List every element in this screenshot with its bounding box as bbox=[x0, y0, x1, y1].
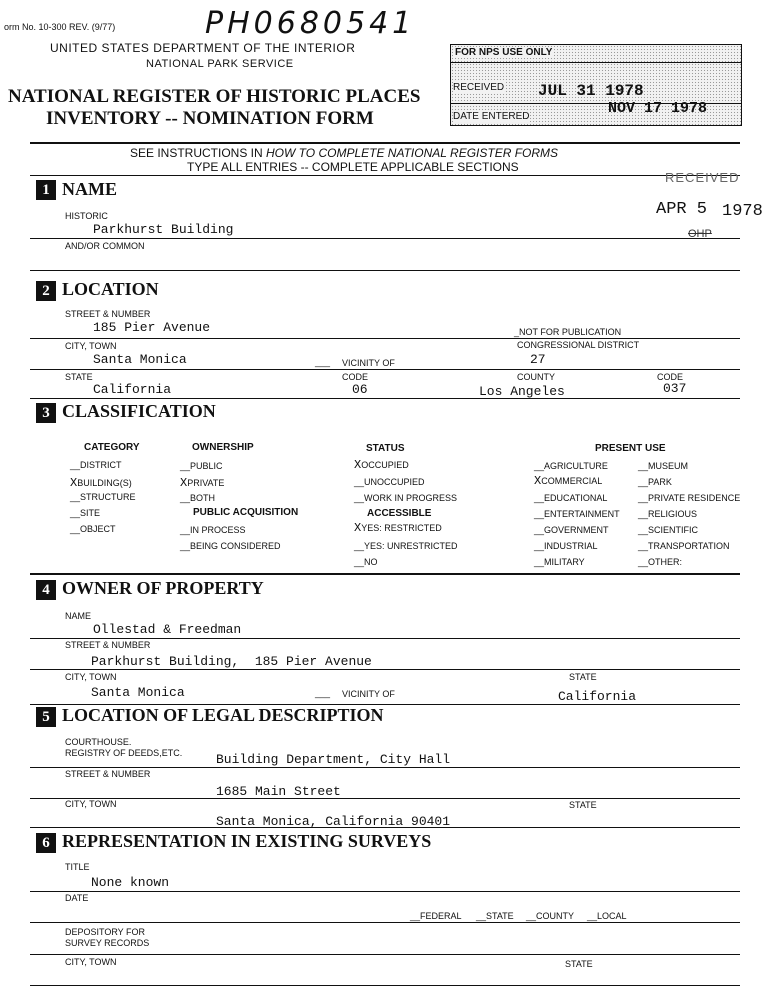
nps-received-stamp: JUL 31 1978 bbox=[538, 82, 644, 100]
location-code-value: 06 bbox=[352, 382, 368, 397]
ownership-both[interactable]: __BOTH bbox=[180, 493, 216, 503]
section-4-number: 4 bbox=[36, 580, 56, 600]
status-heading: STATUS bbox=[366, 443, 405, 454]
owner-state-label: STATE bbox=[569, 672, 597, 682]
courthouse-label-1: COURTHOUSE. bbox=[65, 737, 132, 747]
section-6-number: 6 bbox=[36, 833, 56, 853]
common-name-label: AND/OR COMMON bbox=[65, 241, 145, 251]
location-vicinity-label: VICINITY OF bbox=[342, 358, 395, 368]
courthouse-rule bbox=[30, 767, 740, 768]
location-city-rule bbox=[30, 369, 740, 370]
section-4-title: OWNER OF PROPERTY bbox=[62, 578, 264, 598]
location-code2-label: CODE bbox=[657, 372, 684, 382]
classification-rule bbox=[30, 573, 740, 575]
section-1-number: 1 bbox=[36, 180, 56, 200]
legal-street-label: STREET & NUMBER bbox=[65, 769, 151, 779]
section-2-title: LOCATION bbox=[62, 279, 159, 299]
owner-city-value: Santa Monica bbox=[91, 685, 185, 700]
owner-street-rule bbox=[30, 669, 740, 670]
survey-title-rule bbox=[30, 891, 740, 892]
category-buildings[interactable]: XBUILDING(S) bbox=[70, 476, 132, 490]
survey-title-label: TITLE bbox=[65, 862, 90, 872]
owner-street-value: Parkhurst Building, 185 Pier Avenue bbox=[91, 654, 372, 669]
ownership-public[interactable]: __PUBLIC bbox=[180, 461, 223, 471]
survey-date-label: DATE bbox=[65, 893, 89, 903]
status-work-in-progress[interactable]: __WORK IN PROGRESS bbox=[354, 493, 458, 503]
owner-name-value: Ollestad & Freedman bbox=[93, 622, 242, 637]
not-for-publication: _NOT FOR PUBLICATION bbox=[514, 327, 622, 337]
use-military[interactable]: __MILITARY bbox=[534, 557, 585, 567]
ownership-private[interactable]: XPRIVATE bbox=[180, 476, 225, 490]
acquisition-being-considered[interactable]: __BEING CONSIDERED bbox=[180, 541, 281, 551]
location-code2-value: 037 bbox=[663, 381, 687, 396]
legal-street-value: 1685 Main Street bbox=[216, 784, 341, 799]
acquisition-in-process[interactable]: __IN PROCESS bbox=[180, 525, 246, 535]
section-5-number: 5 bbox=[36, 707, 56, 727]
use-industrial[interactable]: __INDUSTRIAL bbox=[534, 541, 598, 551]
owner-city-label: CITY, TOWN bbox=[65, 672, 117, 682]
location-code-label: CODE bbox=[342, 372, 369, 382]
form-title-line2: INVENTORY -- NOMINATION FORM bbox=[46, 108, 374, 129]
owner-name-label: NAME bbox=[65, 611, 92, 621]
category-object[interactable]: __OBJECT bbox=[70, 524, 116, 534]
owner-street-label: STREET & NUMBER bbox=[65, 640, 151, 650]
use-educational[interactable]: __EDUCATIONAL bbox=[534, 493, 608, 503]
ownership-heading: OWNERSHIP bbox=[192, 442, 254, 453]
received-stamp-partial: RECEIVED bbox=[665, 170, 740, 185]
section-6-title: REPRESENTATION IN EXISTING SURVEYS bbox=[62, 831, 432, 851]
section-1-title: NAME bbox=[62, 179, 117, 199]
location-state-label: STATE bbox=[65, 372, 93, 382]
accessible-no[interactable]: __NO bbox=[354, 557, 378, 567]
use-transportation[interactable]: __TRANSPORTATION bbox=[638, 541, 730, 551]
use-other[interactable]: __OTHER: bbox=[638, 557, 683, 567]
handwritten-id: PH0680541 bbox=[205, 6, 416, 41]
section-5-title: LOCATION OF LEGAL DESCRIPTION bbox=[62, 705, 384, 725]
depository-label-1: DEPOSITORY FOR bbox=[65, 927, 146, 937]
use-agriculture[interactable]: __AGRICULTURE bbox=[534, 461, 608, 471]
use-museum[interactable]: __MUSEUM bbox=[638, 461, 689, 471]
survey-city-rule bbox=[30, 985, 740, 986]
instructions-line2: TYPE ALL ENTRIES -- COMPLETE APPLICABLE SECTIONS bbox=[187, 160, 519, 174]
legal-city-value: Santa Monica, California 90401 bbox=[216, 814, 451, 829]
use-commercial[interactable]: XCOMMERCIAL bbox=[534, 474, 603, 488]
vicinity-blank: ___ bbox=[315, 357, 331, 367]
use-religious[interactable]: __RELIGIOUS bbox=[638, 509, 698, 519]
use-entertainment[interactable]: __ENTERTAINMENT bbox=[534, 509, 620, 519]
form-number: orm No. 10-300 REV. (9/77) bbox=[4, 22, 116, 32]
location-state-value: California bbox=[93, 382, 172, 397]
legal-city-label: CITY, TOWN bbox=[65, 799, 117, 809]
nps-date-entered-label: DATE ENTERED bbox=[453, 111, 530, 122]
use-government[interactable]: __GOVERNMENT bbox=[534, 525, 609, 535]
accessible-yes-unrestricted[interactable]: __YES: UNRESTRICTED bbox=[354, 541, 458, 551]
category-site[interactable]: __SITE bbox=[70, 508, 101, 518]
survey-state[interactable]: __STATE bbox=[476, 911, 514, 921]
section-2-number: 2 bbox=[36, 281, 56, 301]
apr-year-stamp: 1978 bbox=[722, 202, 763, 221]
department-name: UNITED STATES DEPARTMENT OF THE INTERIOR bbox=[50, 41, 356, 55]
survey-date-rule bbox=[30, 922, 740, 923]
status-occupied[interactable]: XOCCUPIED bbox=[354, 458, 409, 472]
nps-box-divider bbox=[451, 62, 741, 63]
owner-vicinity-label: VICINITY OF bbox=[342, 689, 395, 699]
use-park[interactable]: __PARK bbox=[638, 477, 672, 487]
service-name: NATIONAL PARK SERVICE bbox=[146, 58, 294, 70]
header-rule bbox=[30, 142, 740, 144]
legal-street-rule bbox=[30, 798, 740, 799]
survey-federal[interactable]: __FEDERAL bbox=[410, 911, 462, 921]
nps-date-entered-stamp: NOV 17 1978 bbox=[608, 100, 708, 117]
survey-city-label: CITY, TOWN bbox=[65, 957, 117, 967]
historic-label: HISTORIC bbox=[65, 211, 108, 221]
depository-label-2: SURVEY RECORDS bbox=[65, 938, 150, 948]
apr-date-stamp: APR 5 bbox=[656, 200, 708, 219]
location-state-rule bbox=[30, 398, 740, 399]
partial-stamp-mark: OHP bbox=[688, 228, 712, 240]
owner-state-value: California bbox=[558, 689, 637, 704]
legal-state-label: STATE bbox=[569, 800, 597, 810]
location-street-label: STREET & NUMBER bbox=[65, 309, 151, 319]
location-street-value: 185 Pier Avenue bbox=[93, 320, 211, 335]
historic-name-value: Parkhurst Building bbox=[93, 222, 234, 237]
category-heading: CATEGORY bbox=[84, 442, 140, 453]
nps-box-label: FOR NPS USE ONLY bbox=[455, 47, 553, 58]
courthouse-label-2: REGISTRY OF DEEDS,ETC. bbox=[65, 748, 183, 758]
survey-county[interactable]: __COUNTY bbox=[526, 911, 575, 921]
survey-local[interactable]: __LOCAL bbox=[587, 911, 627, 921]
location-city-value: Santa Monica bbox=[93, 352, 187, 367]
accessible-yes-restricted[interactable]: XYES: RESTRICTED bbox=[354, 521, 442, 535]
category-district[interactable]: __DISTRICT bbox=[70, 460, 122, 470]
instructions-rule bbox=[30, 175, 740, 176]
common-rule bbox=[30, 270, 740, 271]
present-use-heading: PRESENT USE bbox=[595, 443, 666, 454]
legal-city-rule bbox=[30, 827, 740, 828]
nps-received-label: RECEIVED bbox=[453, 82, 505, 93]
status-unoccupied[interactable]: __UNOCCUPIED bbox=[354, 477, 425, 487]
survey-state-label: STATE bbox=[565, 959, 593, 969]
accessible-heading: ACCESSIBLE bbox=[367, 508, 432, 519]
historic-rule bbox=[30, 238, 740, 239]
survey-title-value: None known bbox=[91, 875, 170, 890]
location-street-rule bbox=[30, 338, 740, 339]
use-private-residence[interactable]: __PRIVATE RESIDENCE bbox=[638, 493, 741, 503]
congressional-district-value: 27 bbox=[530, 352, 546, 367]
owner-name-rule bbox=[30, 638, 740, 639]
location-county-value: Los Angeles bbox=[479, 384, 565, 399]
courthouse-value: Building Department, City Hall bbox=[216, 752, 451, 767]
congressional-district-label: CONGRESSIONAL DISTRICT bbox=[517, 340, 640, 350]
location-city-label: CITY, TOWN bbox=[65, 341, 117, 351]
section-3-number: 3 bbox=[36, 403, 56, 423]
location-county-label: COUNTY bbox=[517, 372, 555, 382]
form-title-line1: NATIONAL REGISTER OF HISTORIC PLACES bbox=[8, 86, 421, 107]
depository-rule bbox=[30, 954, 740, 955]
owner-vicinity-blank: ___ bbox=[315, 688, 331, 698]
category-structure[interactable]: __STRUCTURE bbox=[70, 492, 136, 502]
use-scientific[interactable]: __SCIENTIFIC bbox=[638, 525, 699, 535]
instructions-line1: SEE INSTRUCTIONS IN HOW TO COMPLETE NATIONAL REGISTER FORMS bbox=[130, 146, 559, 160]
section-3-title: CLASSIFICATION bbox=[62, 401, 216, 421]
acquisition-heading: PUBLIC ACQUISITION bbox=[193, 507, 299, 518]
